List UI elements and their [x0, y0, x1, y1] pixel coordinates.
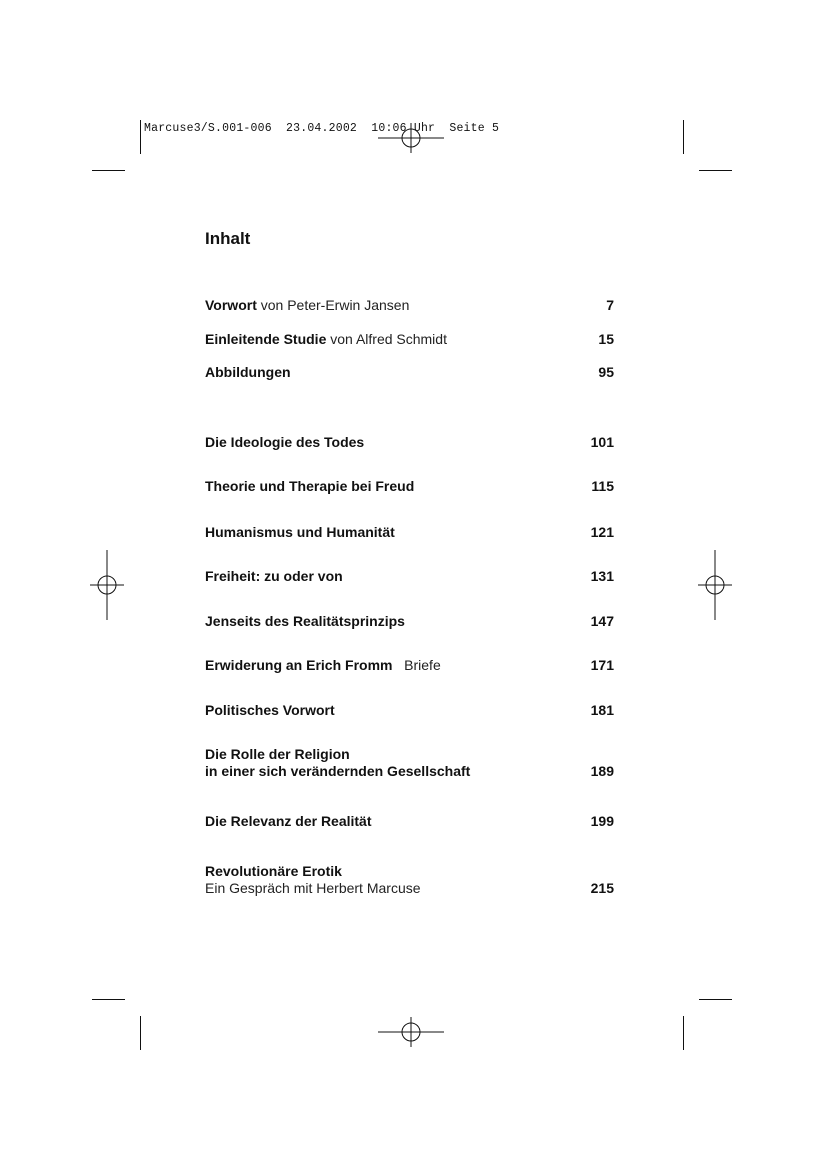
toc-entry: [205, 863, 614, 897]
toc-entry: [205, 657, 614, 674]
toc-entry-page: 199: [590, 813, 614, 829]
toc-entry-page: 215: [590, 880, 614, 896]
toc-entry-page: 101: [590, 434, 614, 450]
crop-mark-bottom-right-horizontal: [699, 999, 732, 1000]
toc-entry-title: Revolutionäre Erotik: [205, 863, 342, 879]
toc-entry-title: Einleitende Studie: [205, 331, 327, 347]
toc-entry: [205, 478, 614, 495]
toc-entry: [205, 297, 614, 314]
crop-mark-bottom-left-horizontal: [92, 999, 125, 1000]
toc-entry-page: 115: [591, 478, 614, 494]
toc-entry: [205, 813, 614, 830]
toc-entry-title: Die Ideologie des Todes: [205, 434, 365, 450]
toc-entry-page: 95: [598, 364, 614, 380]
crop-mark-bottom-left-vertical: [140, 1016, 141, 1050]
print-slug: Marcuse3/S.001-006 23.04.2002 10:06 Uhr Seite 5: [144, 122, 500, 135]
toc-entry: [205, 524, 614, 541]
crop-mark-bottom-right-vertical: [683, 1016, 684, 1050]
toc-entry: [205, 434, 614, 451]
toc-entry: [205, 746, 614, 780]
toc-entry-note: Briefe: [392, 657, 441, 673]
toc-entry-author: von Alfred Schmidt: [326, 331, 447, 347]
toc-entry-title: Die Rolle der Religion: [205, 746, 350, 762]
toc-entry: [205, 364, 614, 381]
toc-entry-subtitle: Ein Gespräch mit Herbert Marcuse: [205, 880, 421, 896]
toc-entry-page: 131: [590, 568, 614, 584]
toc-entry-page: 121: [590, 524, 614, 540]
toc-entry-page: 171: [590, 657, 614, 673]
toc-entry-title: Jenseits des Realitätsprinzips: [205, 613, 405, 629]
crop-mark-top-right-vertical: [683, 120, 684, 154]
toc-entry-author: von Peter-Erwin Jansen: [256, 297, 410, 313]
toc-entry-page: 147: [590, 613, 614, 629]
toc-entry-page: 15: [598, 331, 614, 347]
crop-mark-top-left-horizontal: [92, 170, 125, 171]
toc-entry-title: Erwiderung an Erich Fromm: [205, 657, 393, 673]
registration-mark-top-icon: [376, 103, 446, 173]
registration-mark-right-icon: [680, 550, 750, 620]
crop-mark-top-left-vertical: [140, 120, 141, 154]
toc-entry-title: Theorie und Therapie bei Freud: [205, 478, 415, 494]
page-title: Inhalt: [205, 229, 251, 248]
toc-entry: [205, 331, 614, 348]
toc-entry: [205, 702, 614, 719]
toc-entry: [205, 568, 614, 585]
toc-entry-page: 7: [606, 297, 614, 313]
toc-entry-title: Freiheit: zu oder von: [205, 568, 343, 584]
toc-entry-title: Politisches Vorwort: [205, 702, 335, 718]
toc-entry-page: 181: [590, 702, 614, 718]
crop-mark-top-right-horizontal: [699, 170, 732, 171]
toc-entry-page: 189: [590, 763, 614, 779]
toc-entry-title: Vorwort: [205, 297, 257, 313]
toc-entry-title-line2: in einer sich verändernden Gesellschaft: [205, 763, 471, 779]
toc-entry-title: Abbildungen: [205, 364, 291, 380]
registration-mark-left-icon: [72, 550, 142, 620]
toc-entry-title: Humanismus und Humanität: [205, 524, 395, 540]
toc-entry: [205, 613, 614, 630]
toc-entry-title: Die Relevanz der Realität: [205, 813, 372, 829]
registration-mark-bottom-icon: [376, 997, 446, 1067]
